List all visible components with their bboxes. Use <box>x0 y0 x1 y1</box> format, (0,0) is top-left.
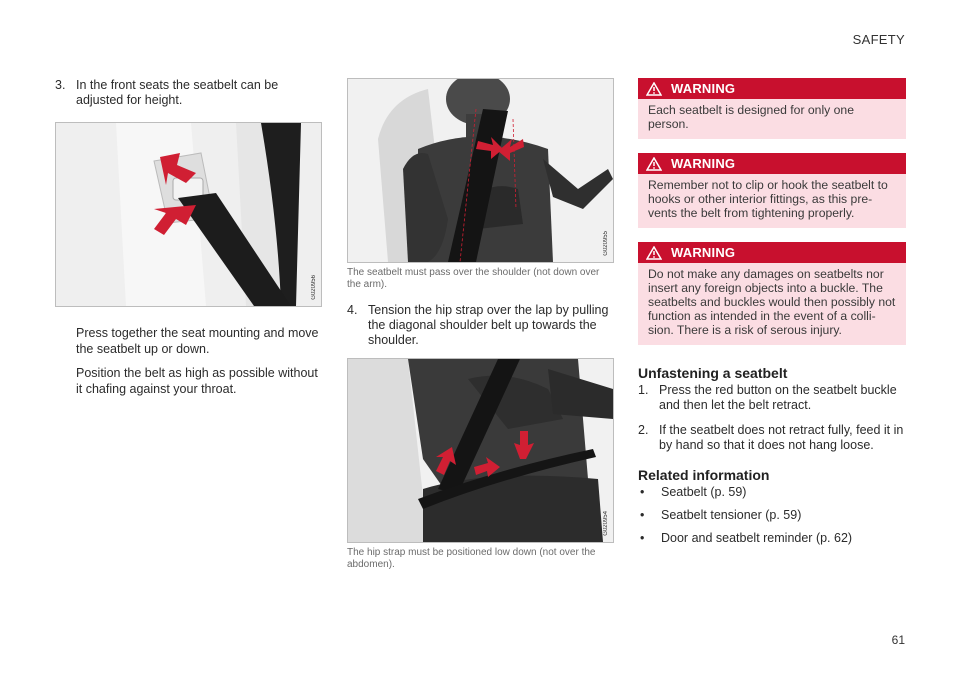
related-link-text[interactable]: Door and seatbelt reminder (p. 62) <box>661 531 853 545</box>
paragraph-press-mounting: Press together the seat mounting and move the seatbelt up or down. <box>76 326 319 356</box>
related-link-door-reminder[interactable] <box>638 531 906 546</box>
warning-box-3 <box>638 242 906 345</box>
step-number: 2. <box>638 423 649 437</box>
related-link-text[interactable]: Seatbelt (p. 59) <box>661 485 747 499</box>
bullet: • <box>640 531 645 545</box>
warning-title: WARNING <box>671 81 736 96</box>
column-left <box>55 78 322 405</box>
warning-box-2 <box>638 153 906 228</box>
shoulder-belt-illustration <box>348 79 613 262</box>
warning-header <box>638 242 906 263</box>
bullet: • <box>640 485 645 499</box>
warning-title: WARNING <box>671 245 736 260</box>
heading-unfastening: Unfastening a seatbelt <box>638 365 788 381</box>
related-link-seatbelt[interactable] <box>638 485 906 500</box>
step-4 <box>347 303 614 348</box>
warning-box-1 <box>638 78 906 139</box>
warning-text: Each seatbelt is designed for only one person. <box>648 103 854 131</box>
column-right <box>638 78 906 554</box>
figure-hip-strap <box>347 358 614 543</box>
figure-code: G020956 <box>311 275 317 300</box>
section-header: SAFETY <box>852 32 905 47</box>
hip-strap-illustration <box>348 359 613 542</box>
unfasten-step-1 <box>638 383 906 413</box>
warning-triangle-icon <box>646 246 662 260</box>
unfasten-step-2 <box>638 423 906 453</box>
heading-related: Related information <box>638 467 770 483</box>
step-number: 4. <box>347 303 358 317</box>
bullet: • <box>640 508 645 522</box>
related-link-text[interactable]: Seatbelt tensioner (p. 59) <box>661 508 802 522</box>
warning-triangle-icon <box>646 82 662 96</box>
warning-header <box>638 78 906 99</box>
paragraph-position-belt: Position the belt as high as possible without it chafing against your throat. <box>76 366 318 396</box>
caption-shoulder: The seatbelt must pass over the shoulder (not down over the arm). <box>347 267 600 290</box>
height-adjust-illustration <box>56 123 321 306</box>
step-number: 3. <box>55 78 66 92</box>
related-link-seatbelt-tensioner[interactable] <box>638 508 906 523</box>
step-text: In the front seats the seatbelt can be adjusted for height. <box>76 78 279 107</box>
column-middle <box>347 78 614 583</box>
warning-header <box>638 153 906 174</box>
step-number: 1. <box>638 383 649 397</box>
caption-hip: The hip strap must be positioned low down (not over the abdomen). <box>347 547 596 570</box>
step-text: Tension the hip strap over the lap by pulling the diagonal shoulder belt up towards the shoulder. <box>368 303 609 347</box>
figure-shoulder-belt <box>347 78 614 263</box>
step-text: If the seatbelt does not retract fully, feed it in by hand so that it does not hang loose. <box>659 423 904 452</box>
warning-text: Remember not to clip or hook the seatbelt to hooks or other interior fittings, as this pre-vents the belt from tightening properly. <box>648 178 888 220</box>
figure-code: G020954 <box>603 511 609 536</box>
figure-code: G020955 <box>603 231 609 256</box>
figure-height-adjust <box>55 122 322 307</box>
step-3 <box>55 78 322 108</box>
warning-triangle-icon <box>646 157 662 171</box>
step-text: Press the red button on the seatbelt buckle and then let the belt retract. <box>659 383 897 412</box>
warning-title: WARNING <box>671 156 736 171</box>
warning-text: Do not make any damages on seatbelts nor insert any foreign objects into a buckle. The seatbelts and buckles would then possibly not function as intended in the event of a colli-sion. There is a risk of serous injury. <box>648 267 896 337</box>
page-number: 61 <box>891 633 905 647</box>
